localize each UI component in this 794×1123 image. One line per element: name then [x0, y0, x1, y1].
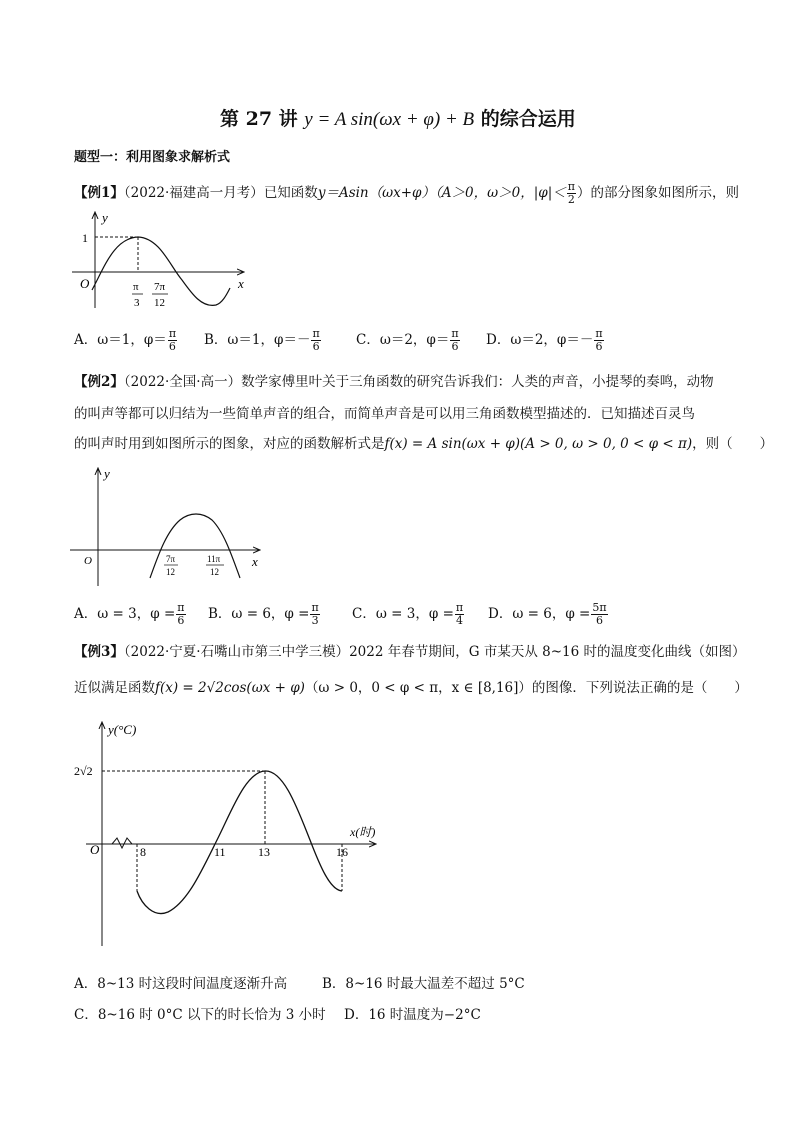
example2-line1-text: （2022·全国·高一）数学家傅里叶关于三角函数的研究告诉我们：人类的声音，小提琴的奏鸣，动物 [123, 374, 714, 390]
example3-option-d[interactable]: D．16 时温度为−2°C [344, 1007, 481, 1023]
x-tick-13: 13 [258, 845, 270, 859]
example1-graph [70, 208, 270, 318]
example1-text-b: ）的部分图象如图所示，则 [576, 185, 739, 201]
origin-label: O [84, 555, 92, 567]
title-suffix: 的综合运用 [480, 108, 576, 130]
fraction-numerator: π [311, 601, 319, 614]
x-tick-1-den: 3 [134, 297, 140, 309]
example2-line2: 的叫声等都可以归结为一些简单声音的组合，而简单声音是可以用三角函数模型描述的．已知描述百灵鸟 [74, 406, 695, 422]
example2-line1 [74, 372, 714, 392]
example3-option-a[interactable]: A．8~13 时这段时间温度逐渐升高 [74, 976, 288, 992]
y-tick-max: 2√2 [74, 764, 93, 778]
x-axis-label: x [252, 554, 258, 569]
fraction-numerator: π [455, 601, 464, 614]
y-axis-label: y [102, 210, 108, 225]
example3-line2 [74, 678, 748, 698]
fraction-numerator: π [177, 601, 185, 614]
example3-option-c[interactable]: C．8~16 时 0°C 以下的时长恰为 3 小时 [74, 1007, 326, 1023]
x-axis-label: x [238, 276, 244, 291]
title-formula: y = A sin(ωx + φ) + B [304, 109, 475, 130]
example1-option-b[interactable] [204, 328, 322, 353]
option-text: A．ω = 3，φ = [74, 606, 176, 622]
fraction-denominator: 4 [456, 614, 463, 627]
option-fraction [168, 328, 177, 353]
example1-label: 【例1】 [74, 185, 124, 201]
example3-label: 【例3】 [74, 644, 124, 660]
y-tick-1: 1 [82, 231, 88, 245]
origin-label: O [90, 842, 100, 857]
option-text: C．ω＝2，φ＝ [356, 332, 450, 348]
fraction-denominator: 6 [595, 614, 603, 627]
option-fraction [311, 328, 320, 353]
fraction-denominator: 6 [595, 340, 603, 353]
example2-label: 【例2】 [74, 374, 124, 390]
example1-fraction [567, 181, 576, 206]
example3-graph [74, 720, 404, 950]
option-text: D．ω = 6，φ = [488, 606, 591, 622]
example2-line3-end: ，则（ ） [692, 436, 774, 452]
fraction-denominator: 6 [177, 614, 185, 627]
fraction-denominator: 3 [311, 614, 319, 627]
example1-text-a: 已知函数 [263, 185, 318, 201]
example1-source: （2022·福建高一月考） [123, 185, 264, 201]
example3-option-b[interactable]: B．8~16 时最大温差不超过 5°C [322, 976, 525, 992]
sine-curve [150, 514, 240, 578]
fraction-numerator: π [567, 180, 575, 193]
option-text: A．ω＝1，φ＝ [74, 332, 167, 348]
option-text: B．ω = 6，φ = [208, 606, 310, 622]
example1-option-c[interactable] [356, 328, 461, 353]
example2-option-d[interactable] [488, 602, 609, 627]
example3-line2-end: （ω > 0，0 < φ < π，x ∈ [8,16]）的图像．下列说法正确的是（ ） [304, 680, 748, 696]
x-tick-2-den: 12 [154, 297, 165, 309]
section-heading: 题型一：利用图象求解析式 [74, 150, 231, 165]
option-fraction [450, 328, 459, 353]
option-fraction [594, 328, 603, 353]
x-axis-label: x(时) [350, 825, 376, 839]
x-tick-1-num: π [133, 281, 139, 293]
option-fraction [176, 602, 185, 627]
fraction-numerator: π [168, 327, 177, 340]
example2-option-c[interactable] [352, 602, 465, 627]
option-fraction [455, 602, 464, 627]
page-title [220, 104, 576, 131]
fraction-numerator: π [312, 327, 320, 340]
fraction-denominator: 2 [567, 193, 575, 206]
fraction-numerator: π [595, 327, 603, 340]
example2-option-b[interactable] [208, 602, 321, 627]
example2-option-a[interactable] [74, 602, 187, 627]
x-tick-1-num: 7π [166, 554, 176, 564]
y-axis-label: y [104, 466, 110, 481]
example2-formula: f(x) = A sin(ωx + φ)(A > 0, ω > 0, 0 < φ < π) [384, 436, 693, 452]
fraction-denominator: 6 [168, 340, 176, 353]
temperature-curve [137, 771, 342, 914]
x-tick-2-num: 7π [154, 281, 166, 293]
x-tick-2-den: 12 [210, 567, 219, 577]
fraction-denominator: 6 [312, 340, 320, 353]
fraction-denominator: 6 [451, 340, 459, 353]
x-tick-2-num: 11π [207, 554, 221, 564]
option-text: D．ω＝2，φ＝－ [486, 332, 594, 348]
option-fraction [310, 602, 319, 627]
title-prefix: 第 27 讲 [220, 108, 298, 130]
example3-line1 [74, 642, 745, 662]
example1-stem [74, 181, 739, 206]
sine-curve [92, 237, 230, 305]
example3-line2-text: 近似满足函数 [74, 680, 155, 696]
example3-line1-text: （2022·宁夏·石嘴山市第三中学三模）2022 年春节期间，G 市某天从 8~16 时的温度变化曲线（如图） [123, 644, 746, 660]
example1-func: y＝Asin（ωx+φ）（A＞0，ω＞0，|φ|＜ [317, 185, 566, 201]
fraction-numerator: π [451, 327, 459, 340]
x-tick-16: 16 [336, 845, 348, 859]
x-tick-1-den: 12 [166, 567, 175, 577]
y-axis-label: y(°C) [108, 722, 137, 737]
example2-line3-text: 的叫声时用到如图所示的图象，对应的函数解析式是 [74, 436, 385, 452]
example1-option-a[interactable] [74, 328, 178, 353]
option-text: C．ω = 3，φ = [352, 606, 454, 622]
example2-graph [66, 466, 266, 586]
example1-option-d[interactable] [486, 328, 605, 353]
axis-break [112, 838, 132, 848]
x-tick-8: 8 [140, 845, 146, 859]
option-text: B．ω＝1，φ＝－ [204, 332, 311, 348]
example3-formula: f(x) = 2√2cos(ωx + φ) [155, 680, 305, 696]
origin-label: O [80, 276, 90, 291]
option-fraction [591, 602, 607, 627]
fraction-numerator: 5π [592, 601, 607, 614]
x-tick-11: 11 [214, 845, 226, 859]
example2-line3 [74, 434, 773, 454]
